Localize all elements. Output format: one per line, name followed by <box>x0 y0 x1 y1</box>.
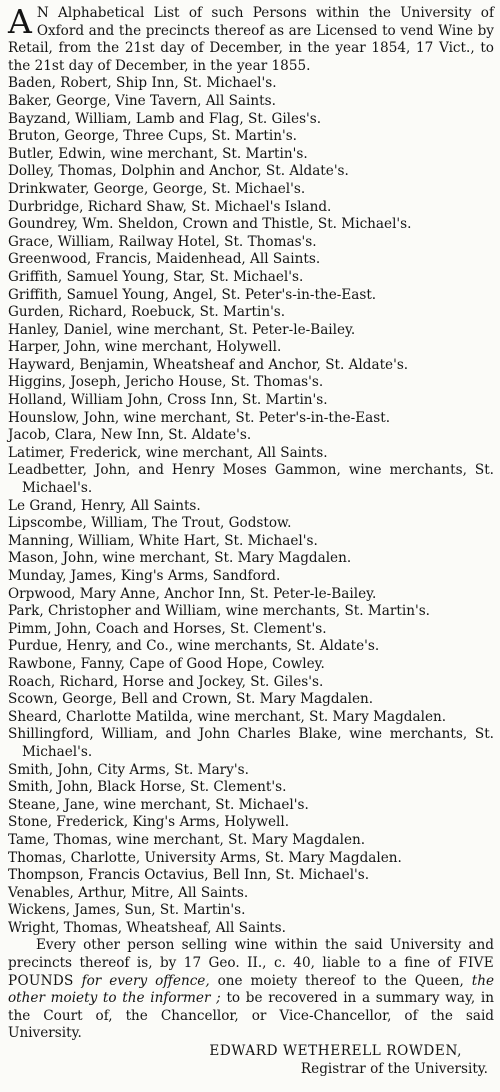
list-item: Smith, John, Black Horse, St. Clement's. <box>8 779 287 796</box>
notice-part-2 <box>74 973 82 989</box>
list-item: Bayzand, William, Lamb and Flag, St. Giles's. <box>8 110 322 127</box>
list-item: Tame, Thomas, wine merchant, St. Mary Magdalen. <box>8 831 366 848</box>
list-item: Orpwood, Mary Anne, Anchor Inn, St. Peter-le-Bailey. <box>8 585 377 602</box>
list-item: Sheard, Charlotte Matilda, wine merchant, St. Mary Magdalen. <box>8 708 447 725</box>
list-item: Baden, Robert, Ship Inn, St. Michael's. <box>8 75 277 92</box>
signature-block <box>8 1043 494 1078</box>
list-item: Dolley, Thomas, Dolphin and Anchor, St. Aldate's. <box>8 163 349 180</box>
list-item: Le Grand, Henry, All Saints. <box>8 497 201 514</box>
list-item: Holland, William John, Cross Inn, St. Martin's. <box>8 392 328 409</box>
notice-italic-2: the other moiety to the informer ; <box>8 972 494 1007</box>
list-item: Baker, George, Vine Tavern, All Saints. <box>8 92 276 109</box>
registrar-title: Registrar of the University. <box>300 1060 488 1077</box>
list-item: Park, Christopher and William, wine merchants, St. Martin's. <box>8 603 430 620</box>
list-item: Munday, James, King's Arms, Sandford. <box>8 568 281 584</box>
notice-italic-1: for every offence, <box>81 972 210 989</box>
list-item: Scown, George, Bell and Crown, St. Mary Magdalen. <box>8 691 374 708</box>
list-item: Griffith, Samuel Young, Angel, St. Peter's-in-the-East. <box>8 286 377 303</box>
list-item: Thomas, Charlotte, University Arms, St. Mary Magdalen. <box>8 849 402 866</box>
notice-part-1: Every other person selling wine within the said University and precincts thereof is, by 17 Geo. II., c. 40, liable to a fine of <box>8 937 494 972</box>
list-item: Smith, John, City Arms, St. Mary's. <box>8 761 249 778</box>
notice-part-3: one moiety thereof to the Queen, <box>209 972 472 989</box>
heading-text: N Alphabetical List of such Persons within the University of Oxford and the precincts thereof as are Licensed to vend Wine by Retail, from the 21st day of December, in the year 1854, 17 Vict., to the 21st day of December, in the year 1855. <box>8 5 494 74</box>
list-item: Butler, Edwin, wine merchant, St. Martin's. <box>8 145 308 162</box>
list-item: Greenwood, Francis, Maidenhead, All Saints. <box>8 251 321 268</box>
list-item: Hanley, Daniel, wine merchant, St. Peter-le-Bailey. <box>8 321 356 338</box>
list-item: Thompson, Francis Octavius, Bell Inn, St. Michael's. <box>8 867 370 884</box>
list-heading <box>8 2 494 75</box>
list-item: Pimm, John, Coach and Horses, St. Clement's. <box>8 620 327 637</box>
licensee-list <box>8 75 494 937</box>
list-item: Jacob, Clara, New Inn, St. Aldate's. <box>8 427 252 444</box>
list-item: Gurden, Richard, Roebuck, St. Martin's. <box>8 304 286 321</box>
list-item: Stone, Frederick, King's Arms, Holywell. <box>8 814 290 831</box>
list-item: Grace, William, Railway Hotel, St. Thomas's. <box>8 233 317 250</box>
list-item: Manning, William, White Hart, St. Michael's. <box>8 532 318 549</box>
list-item: Wickens, James, Sun, St. Martin's. <box>8 902 246 919</box>
list-item: Lipscombe, William, The Trout, Godstow. <box>8 515 292 532</box>
list-item: Bruton, George, Three Cups, St. Martin's. <box>8 128 298 145</box>
list-item: Leadbetter, John, and Henry Moses Gammon, wine merchants, St. Michael's. <box>8 462 494 497</box>
fine-amount: FIVE POUNDS <box>8 955 494 989</box>
registrar-name: EDWARD WETHERELL ROWDEN, <box>209 1043 462 1060</box>
penalty-notice <box>8 937 494 1043</box>
list-item: Drinkwater, George, George, St. Michael's. <box>8 180 306 197</box>
notice-part-4: to be recovered in a summary way, in the Court of, the Chancellor, or Vice-Chancellor, of the said University. <box>8 990 495 1042</box>
list-item: Higgins, Joseph, Jericho House, St. Thomas's. <box>8 374 324 391</box>
list-item: Steane, Jane, wine merchant, St. Michael's. <box>8 796 309 813</box>
list-item: Hounslow, John, wine merchant, St. Peter's-in-the-East. <box>8 409 391 426</box>
list-item: Goundrey, Wm. Sheldon, Crown and Thistle, St. Michael's. <box>8 216 412 233</box>
list-item: Roach, Richard, Horse and Jockey, St. Giles's. <box>8 673 324 690</box>
list-item: Shillingford, William, and John Charles Blake, wine merchants, St. Michael's. <box>8 726 494 760</box>
list-item: Rawbone, Fanny, Cape of Good Hope, Cowley. <box>8 655 325 672</box>
list-item: Hayward, Benjamin, Wheatsheaf and Anchor, St. Aldate's. <box>8 356 409 373</box>
drop-cap: A <box>8 2 32 41</box>
list-item: Latimer, Frederick, wine merchant, All Saints. <box>8 444 328 461</box>
list-item: Harper, John, wine merchant, Holywell. <box>8 339 282 356</box>
list-item: Venables, Arthur, Mitre, All Saints. <box>8 884 249 901</box>
list-item: Purdue, Henry, and Co., wine merchants, St. Aldate's. <box>8 638 380 655</box>
list-item: Wright, Thomas, Wheatsheaf, All Saints. <box>8 919 286 936</box>
list-item: Mason, John, wine merchant, St. Mary Magdalen. <box>8 550 352 567</box>
list-item: Griffith, Samuel Young, Star, St. Michael's. <box>8 268 304 285</box>
list-item: Durbridge, Richard Shaw, St. Michael's Island. <box>8 198 332 215</box>
